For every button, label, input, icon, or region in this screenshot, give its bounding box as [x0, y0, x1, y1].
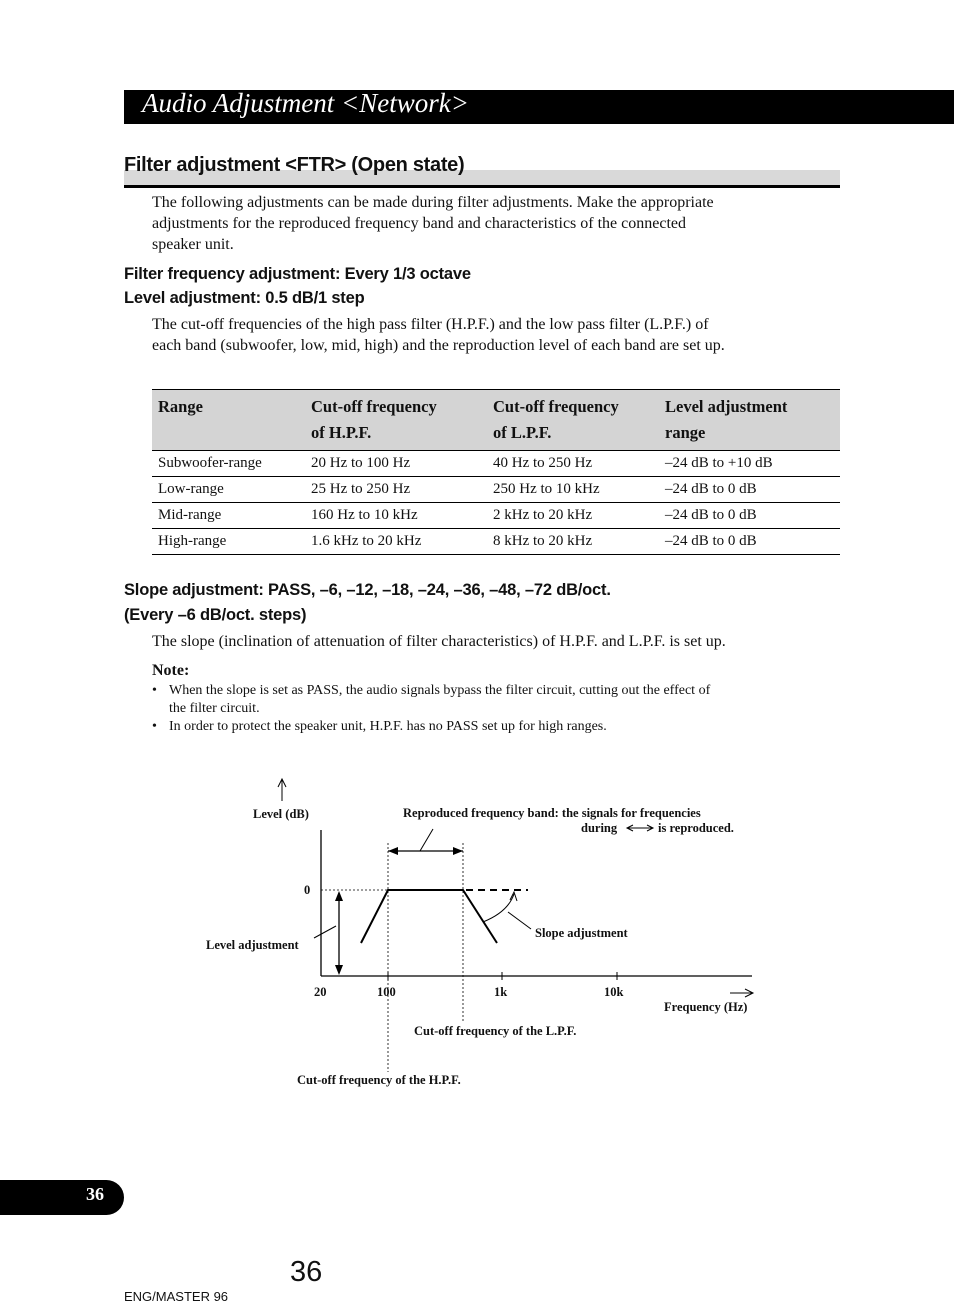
table-cell: 40 Hz to 250 Hz [487, 451, 659, 477]
table-cell: Subwoofer-range [152, 451, 305, 477]
table-cell: 25 Hz to 250 Hz [305, 477, 487, 503]
hpf-cutoff-label: Cut-off frequency of the H.P.F. [297, 1073, 461, 1087]
arrow-right-icon [730, 989, 753, 997]
table-cell: 1.6 kHz to 20 kHz [305, 529, 487, 555]
bullet-icon: • [152, 719, 157, 734]
note-list [152, 682, 812, 736]
table-cell: –24 dB to 0 dB [659, 529, 840, 555]
lpf-cutoff-label: Cut-off frequency of the L.P.F. [414, 1024, 577, 1038]
table-cell: High-range [152, 529, 305, 555]
page-tab [0, 1180, 124, 1215]
level-adjust-heading: Level adjustment: 0.5 dB/1 step [124, 289, 365, 307]
table-header-range: Range [152, 390, 305, 451]
band-width-arrow [388, 829, 463, 855]
page-number: 36 [290, 1256, 323, 1288]
table-cell: –24 dB to 0 dB [659, 503, 840, 529]
tick-label: 20 [314, 985, 327, 999]
tick-label: 100 [377, 985, 396, 999]
note-item: • In order to protect the speaker unit, H.P.F. has no PASS set up for high ranges. [152, 719, 607, 734]
tick-label: 10k [604, 985, 624, 999]
table-cell: 2 kHz to 20 kHz [487, 503, 659, 529]
cutoff-paragraph [152, 314, 832, 356]
table-cell: 8 kHz to 20 kHz [487, 529, 659, 555]
bullet-icon: • [152, 683, 157, 698]
note-label: Note: [152, 662, 190, 679]
freq-adjust-heading: Filter frequency adjustment: Every 1/3 octave [124, 265, 471, 283]
table-header-hpf: Cut-off frequency of H.P.F. [305, 390, 487, 451]
table-header-row [152, 390, 840, 451]
slope-heading-line1: Slope adjustment: PASS, –6, –12, –18, –24, –36, –48, –72 dB/oct. [124, 581, 611, 599]
table-cell: 20 Hz to 100 Hz [305, 451, 487, 477]
table-cell: Low-range [152, 477, 305, 503]
table-cell: 250 Hz to 10 kHz [487, 477, 659, 503]
intro-line: The following adjustments can be made during filter adjustments. Make the appropriate [152, 194, 714, 211]
cutoff-line: The cut-off frequencies of the high pass filter (H.P.F.) and the low pass filter (L.P.F.) of [152, 316, 709, 333]
tick-label: 1k [494, 985, 508, 999]
page-title: Audio Adjustment <Network> [142, 88, 469, 118]
zero-label: 0 [304, 883, 311, 897]
band-label-during: during [581, 821, 618, 835]
table-header-lpf: Cut-off frequency of L.P.F. [487, 390, 659, 451]
table-cell: –24 dB to +10 dB [659, 451, 840, 477]
band-label-reproduced: is reproduced. [658, 821, 734, 835]
table-row [152, 477, 840, 503]
slope-arc-arrow [483, 892, 531, 929]
double-arrow-icon [627, 825, 653, 831]
filter-spec-table [152, 389, 840, 555]
cutoff-line: each band (subwoofer, low, mid, high) and the reproduction level of each band are set up. [152, 337, 725, 354]
level-adjust-label: Level adjustment [206, 938, 299, 952]
table-cell: –24 dB to 0 dB [659, 477, 840, 503]
table-cell: 160 Hz to 10 kHz [305, 503, 487, 529]
arrow-up-icon [278, 779, 286, 801]
response-curve [361, 890, 497, 943]
page-tab-number: 36 [86, 1184, 104, 1204]
note-item: • When the slope is set as PASS, the audio signals bypass the filter circuit, cutting out the effect of the filter circuit. [152, 683, 711, 716]
slope-heading-line2: (Every –6 dB/oct. steps) [124, 606, 307, 624]
slope-adjust-label: Slope adjustment [535, 926, 628, 940]
band-label-line1: Reproduced frequency band: the signals for frequencies [403, 806, 701, 820]
level-adjust-arrow [314, 891, 343, 975]
table-cell: Mid-range [152, 503, 305, 529]
table-row [152, 451, 840, 477]
filter-diagram [0, 760, 954, 1100]
table-row [152, 503, 840, 529]
intro-paragraph [152, 192, 822, 255]
y-axis-label: Level (dB) [253, 807, 309, 821]
table-row [152, 529, 840, 555]
x-axis-label: Frequency (Hz) [664, 1000, 748, 1014]
table-header-level: Level adjustment range [659, 390, 840, 451]
footer-code: ENG/MASTER 96 [124, 1289, 229, 1304]
intro-line: speaker unit. [152, 236, 234, 253]
intro-line: adjustments for the reproduced frequency band and characteristics of the connected [152, 215, 686, 232]
slope-paragraph: The slope (inclination of attenuation of filter characteristics) of H.P.F. and L.P.F. is set up. [152, 633, 726, 650]
section-heading: Filter adjustment <FTR> (Open state) [124, 154, 465, 176]
